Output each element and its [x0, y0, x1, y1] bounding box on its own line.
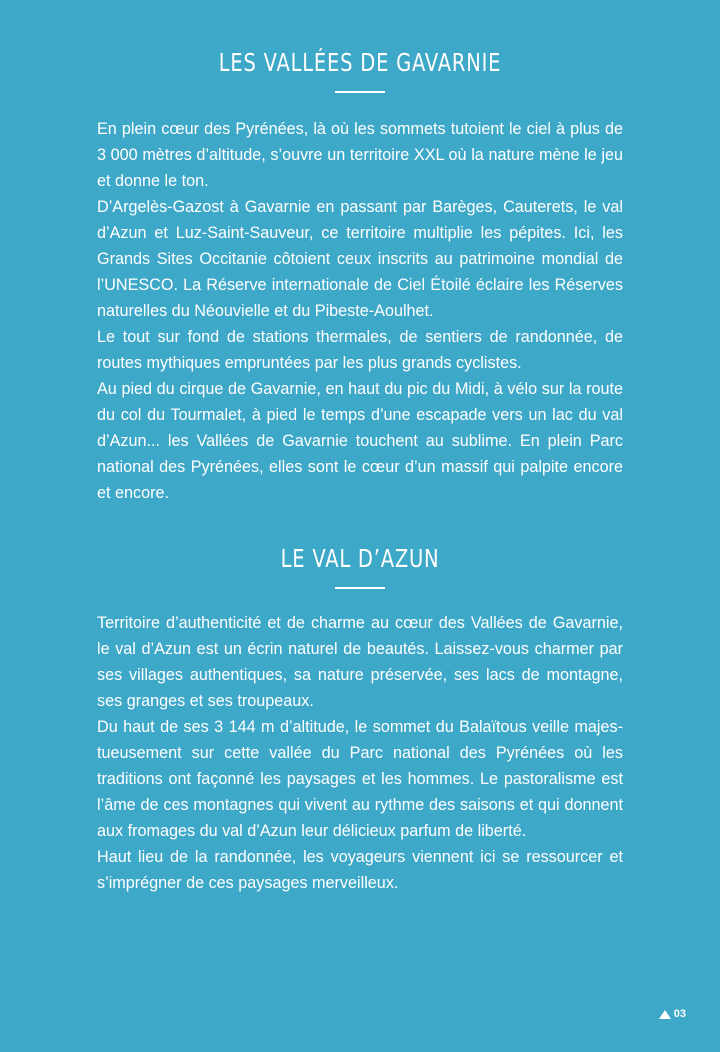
section-body-val-d-azun	[97, 610, 623, 896]
section-title-val-d-azun: LE VAL D’AZUN	[280, 544, 440, 573]
paragraph: Du haut de ses 3 144 m d’altitude, le sommet du Balaïtous veille majestueusement sur cette vallée du Parc national des Pyrénées où les traditions ont façonné les paysages et les hommes. Le pastoralisme est l’âme de ces montagnes qui vivent au rythme des saisons et qui donnent aux fromages du val d’Azun leur délicieux parfum de liberté.	[97, 718, 623, 840]
title-divider	[335, 587, 385, 589]
paragraph: En plein cœur des Pyrénées, là où les sommets tutoient le ciel à plus de 3 000 mètres d’altitude, s’ouvre un territoire XXL où la nature mène le jeu et donne le ton.	[97, 120, 623, 190]
triangle-up-icon	[659, 1010, 671, 1019]
paragraph: Territoire d’authenticité et de charme au cœur des Vallées de Gavarnie, le val d’Azun est un écrin naturel de beautés. Laissez-vous charmer par ses villages authentiques, sa nature préservée, ses lacs de montagne, ses granges et ses troupeaux.	[97, 614, 623, 710]
title-divider	[335, 91, 385, 93]
page-number-text: 03	[673, 1008, 686, 1020]
section-body-gavarnie	[97, 116, 623, 506]
page-number	[659, 1008, 686, 1020]
paragraph: D’Argelès-Gazost à Gavarnie en passant par Barèges, Cauterets, le val d’Azun et Luz-Saint-Sauveur, ce territoire multiplie les pépites. Ici, les Grands Sites Occitanie côtoient ceux inscrits au patrimoine mondial de l’UNESCO. La Réserve internationale de Ciel Étoilé éclaire les Réserves naturelles du Néouvielle et du Pibeste-Aoulhet.	[97, 198, 623, 320]
paragraph: Au pied du cirque de Gavarnie, en haut du pic du Midi, à vélo sur la route du col du Tourmalet, à pied le temps d’une escapade vers un lac du val d’Azun... les Vallées de Gavarnie touchent au sublime. En plein Parc national des Pyrénées, elles sont le cœur d’un massif qui palpite encore et encore.	[97, 380, 623, 502]
paragraph: Haut lieu de la randonnée, les voyageurs viennent ici se ressourcer et s’imprégner de ces paysages merveilleux.	[97, 848, 623, 892]
section-title-gavarnie: LES VALLÉES DE GAVARNIE	[218, 48, 502, 77]
paragraph: Le tout sur fond de stations thermales, de sentiers de randonnée, de routes mythiques empruntées par les plus grands cyclistes.	[97, 328, 623, 372]
